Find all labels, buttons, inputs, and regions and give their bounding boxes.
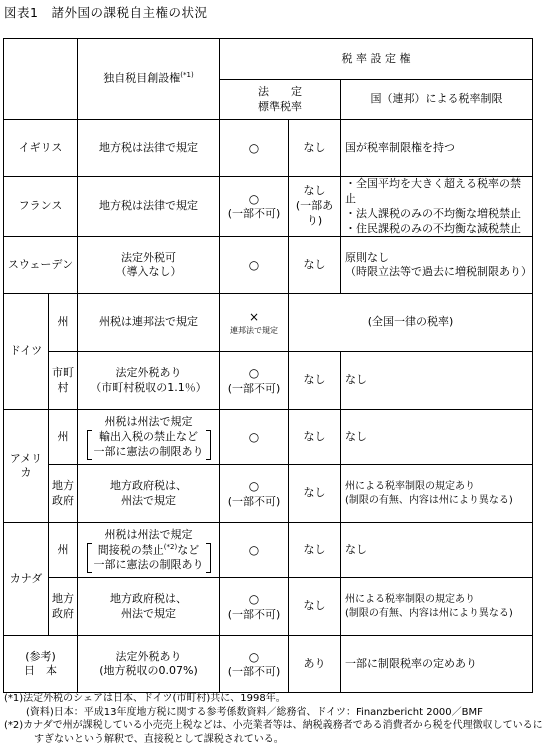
ca-local-statutory-rate: なし (289, 578, 341, 636)
tax-autonomy-table (3, 38, 533, 693)
footnote-2-cont: すぎないという解釈で、直接税として課税されている。 (34, 733, 284, 745)
fr-rate-mark: ○ (248, 192, 260, 207)
ca-local-rate-sub: (一部不可) (227, 607, 281, 621)
uk-rate-setting: ○ (220, 120, 289, 177)
ca-state-own-2 (94, 543, 204, 559)
footnote-2: (*2)カナダで州が課税している小売売上税などは、小売業者等は、納税義務者である消費者から税を代理徴収しているに (4, 720, 543, 731)
header-national-limit: 国（連邦）による税率制限 (341, 80, 533, 120)
country-usa: アメリカ (4, 410, 49, 523)
header-statutory-line1: 法 定 (258, 84, 302, 98)
country-canada: カナダ (4, 523, 49, 636)
de-state-limit: (全国一律の税率) (289, 294, 533, 352)
table-row (4, 294, 533, 352)
table-row (4, 578, 533, 636)
jp-rate-mark: ○ (248, 649, 260, 664)
header-own-tax-note: (*1) (180, 71, 194, 80)
ca-local-rate-mark: ○ (248, 592, 260, 607)
us-state-own-3: 一部に憲法の制限あり (93, 444, 204, 458)
us-local-rate-setting (220, 465, 289, 523)
uk-own-tax: 地方税は法律で規定 (78, 120, 220, 177)
fr-rate-setting (220, 177, 289, 237)
ca-state-statutory-rate: なし (289, 523, 341, 578)
table-row (4, 237, 533, 294)
country-france: フランス (4, 177, 78, 237)
us-local-limit-2: (制限の有無、内容は州により異なる) (345, 494, 513, 506)
ca-state-own-2b: など (177, 543, 200, 557)
jp-rate-setting (220, 636, 289, 693)
se-rate-setting: ○ (220, 237, 289, 294)
ca-local-level-2: 政府 (52, 606, 74, 620)
table-row (4, 177, 533, 237)
ca-local-own-tax (78, 578, 220, 636)
de-state-own-tax: 州税は連邦法で規定 (78, 294, 220, 352)
se-own-tax (78, 237, 220, 294)
us-state-level: 州 (49, 410, 78, 465)
ca-state-own-1: 州税は州法で規定 (104, 527, 193, 541)
ca-state-level: 州 (49, 523, 78, 578)
jp-own-tax (78, 636, 220, 693)
us-local-level (49, 465, 78, 523)
ca-local-level (49, 578, 78, 636)
us-local-rate-mark: ○ (248, 479, 260, 494)
country-japan (4, 636, 78, 693)
se-limit-2: （時限立法等で過去に増税制限あり） (345, 265, 532, 279)
us-local-statutory-rate: なし (289, 465, 341, 523)
jp-own-1: 法定外税あり (115, 649, 182, 663)
de-muni-limit: なし (341, 352, 533, 410)
ca-local-limit-1: 州による税率制限の規定あり (345, 594, 475, 606)
us-state-rate-setting: ○ (220, 410, 289, 465)
uk-national-limit: 国が税率制限権を持つ (341, 120, 533, 177)
footnote-source: (資料)日本：平成13年度地方税に関する参考係数資料／総務省、ドイツ：Finanzbericht 2000／BMF (26, 706, 483, 718)
ca-state-own-2a: 間接税の禁止 (97, 543, 164, 557)
us-local-level-1: 地方 (52, 479, 74, 493)
ca-local-level-1: 地方 (52, 592, 74, 606)
fr-rate-sub: (一部不可) (227, 207, 281, 221)
us-local-limit (341, 465, 533, 523)
footnotes (4, 692, 544, 746)
us-local-limit-1: 州による税率制限の規定あり (345, 481, 475, 493)
table-row (4, 465, 533, 523)
de-muni-own-2: （市町村税収の1.1％） (90, 380, 207, 394)
ca-state-limit: なし (341, 523, 533, 578)
us-state-own-1: 州税は州法で規定 (104, 415, 193, 429)
ca-state-bracket (87, 543, 211, 573)
header-own-tax-label: 独自税目創設権 (103, 71, 181, 85)
de-muni-rate-sub: (一部不可) (227, 381, 281, 395)
de-muni-statutory-rate: なし (289, 352, 341, 410)
uk-statutory-rate: なし (289, 120, 341, 177)
ca-local-limit-2: (制限の有無、内容は州により異なる) (345, 607, 513, 619)
header-rate-setting: 税 率 設 定 権 (220, 39, 533, 80)
us-local-rate-sub: (一部不可) (227, 494, 281, 508)
jp-statutory-rate: あり (289, 636, 341, 693)
table-row (4, 636, 533, 693)
ca-local-own-2: 州法で規定 (121, 606, 176, 620)
us-local-own-2: 州法で規定 (121, 493, 176, 507)
footnote-1: (*1)法定外税のシェアは日本、ドイツ(市町村)共に、1998年。 (4, 693, 286, 704)
fr-national-limit (341, 177, 533, 237)
de-muni-level-2: 村 (57, 380, 69, 394)
us-local-own-tax (78, 465, 220, 523)
us-state-limit: なし (341, 410, 533, 465)
ca-state-own-tax (78, 523, 220, 578)
header-corner-cell (4, 39, 78, 120)
fr-limit-1: ・全国平均を大きく超える税率の禁止 (345, 177, 521, 205)
jp-country-2: 日 本 (24, 664, 57, 678)
ca-local-rate-setting (220, 578, 289, 636)
header-statutory-rate (220, 80, 341, 120)
ca-state-rate-setting: ○ (220, 523, 289, 578)
de-muni-rate-mark: ○ (248, 366, 260, 381)
table-row (4, 352, 533, 410)
us-local-own-1: 地方政府税は、 (110, 479, 187, 493)
se-own-1: 法定外税可 (121, 250, 176, 264)
se-national-limit (341, 237, 533, 294)
se-limit-1: 原則なし (345, 250, 389, 264)
jp-national-limit: 一部に制限税率の定めあり (341, 636, 533, 693)
fr-own-tax: 地方税は法律で規定 (78, 177, 220, 237)
jp-country-1: (参考) (25, 649, 56, 663)
table-row (4, 410, 533, 465)
us-state-statutory-rate: なし (289, 410, 341, 465)
header-statutory-line2: 標準税率 (258, 99, 302, 113)
country-uk: イギリス (4, 120, 78, 177)
us-state-bracket (87, 430, 211, 460)
jp-own-2: (地方税収の0.07%) (99, 664, 198, 678)
us-state-own-tax (78, 410, 220, 465)
fr-limit-3: ・住民課税のみの不均衡な減税禁止 (345, 221, 521, 235)
ca-local-limit (341, 578, 533, 636)
ca-state-own-2-note: (*2) (163, 542, 178, 551)
table-row (4, 523, 533, 578)
de-state-rate-mark: × (248, 310, 260, 325)
country-germany: ドイツ (4, 294, 49, 410)
ca-local-own-1: 地方政府税は、 (110, 592, 187, 606)
header-own-tax (78, 39, 220, 120)
de-muni-rate-setting (220, 352, 289, 410)
jp-rate-sub: (一部不可) (227, 665, 281, 679)
page-title: 図表1 諸外国の課税自主権の状況 (4, 5, 208, 20)
de-muni-own-1: 法定外税あり (115, 366, 182, 380)
us-state-own-2: 輸出入税の禁止など (99, 429, 198, 443)
country-sweden: スウェーデン (4, 237, 78, 294)
fr-std-sub: (一部あり) (295, 199, 334, 228)
de-muni-level-1: 市町 (52, 366, 74, 380)
se-statutory-rate: なし (289, 237, 341, 294)
de-state-rate-sub: 連邦法で規定 (230, 325, 278, 335)
fr-statutory-rate (289, 177, 341, 237)
de-muni-own-tax (78, 352, 220, 410)
fr-std-main: なし (303, 184, 326, 198)
fr-limit-2: ・法人課税のみの不均衡な増税禁止 (345, 206, 521, 220)
us-local-level-2: 政府 (52, 493, 74, 507)
ca-state-own-3: 一部に憲法の制限あり (93, 558, 204, 572)
de-state-level: 州 (49, 294, 78, 352)
de-state-rate-setting (220, 294, 289, 352)
de-muni-level (49, 352, 78, 410)
se-own-2: （導入なし） (115, 265, 182, 279)
table-row (4, 120, 533, 177)
